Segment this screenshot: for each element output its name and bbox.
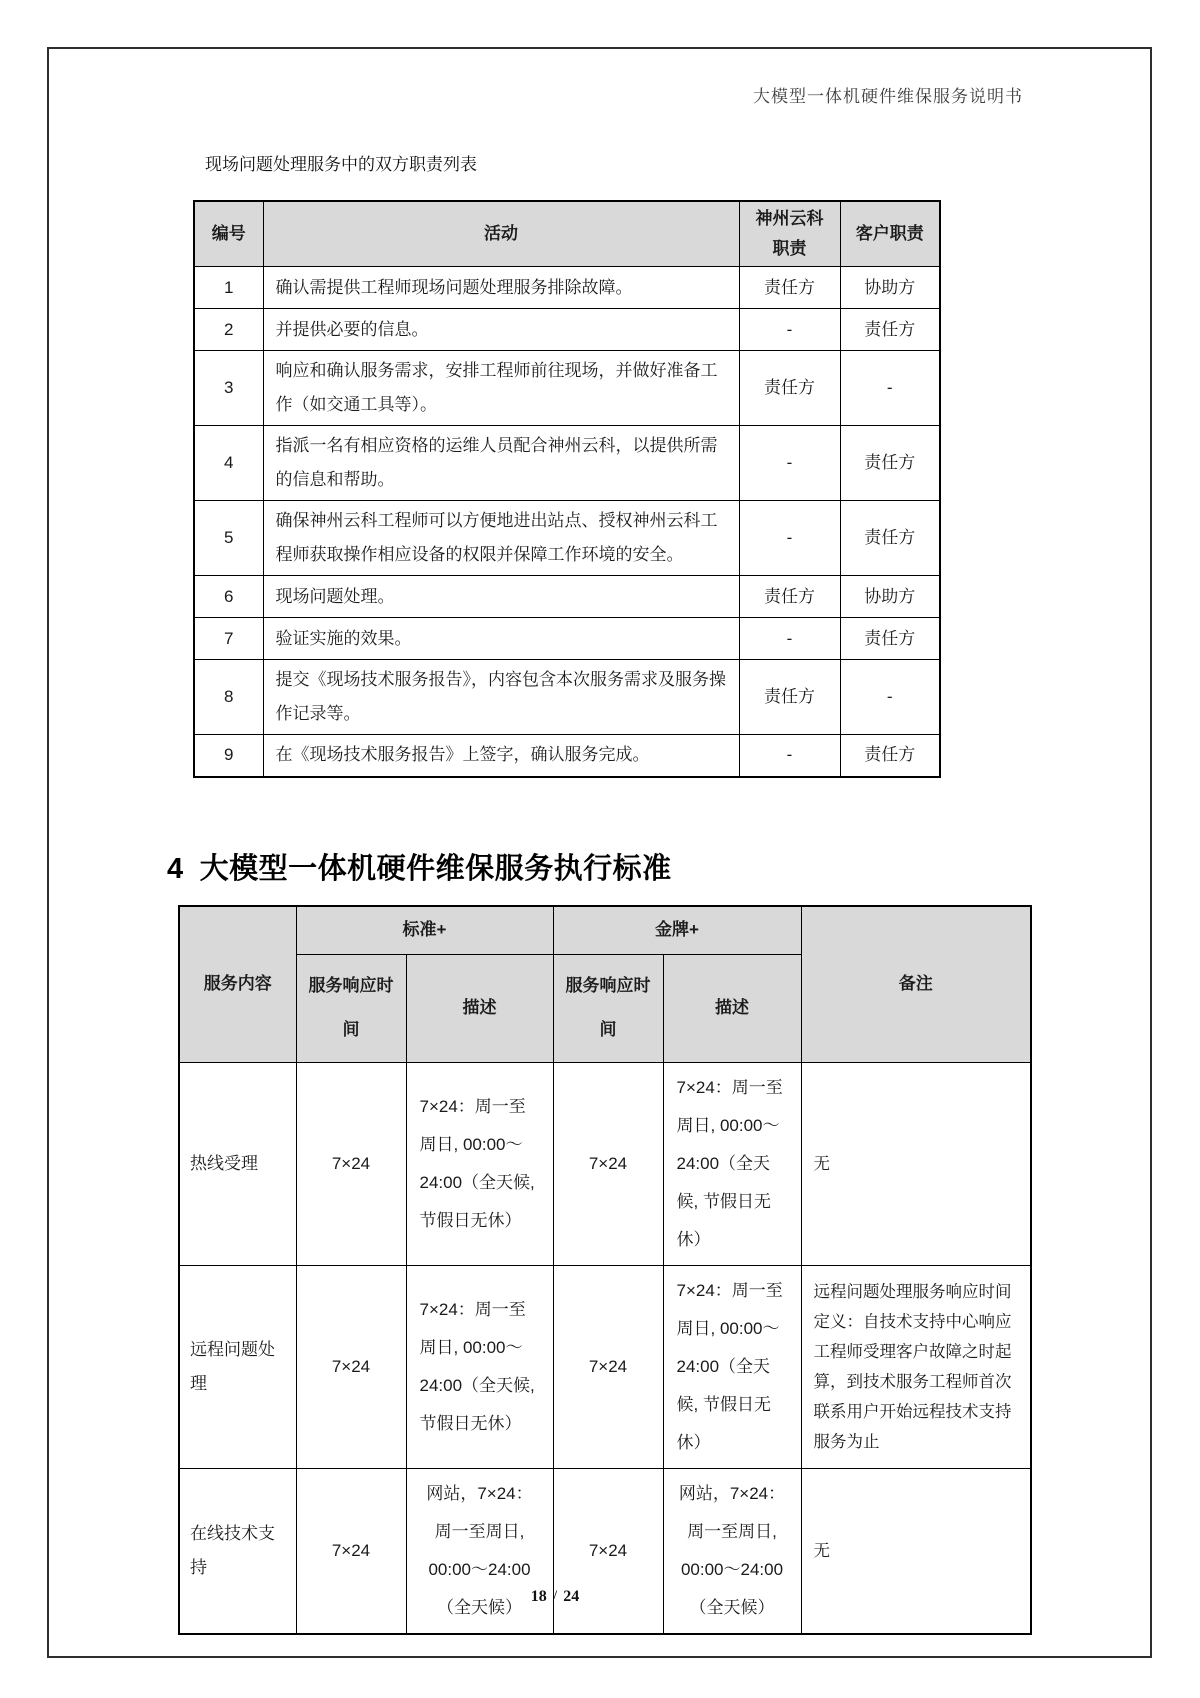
section-number: 4 (167, 853, 184, 885)
dcc-duty-value: 责任方 (739, 576, 840, 618)
customer-duty-value: 协助方 (840, 267, 940, 309)
section-heading (167, 846, 672, 887)
dcc-duty-value: 责任方 (739, 267, 840, 309)
t2-header-gold-plus: 金牌+ (553, 906, 801, 954)
t2-header-gold-description: 描述 (663, 954, 801, 1062)
row-number: 9 (194, 735, 263, 777)
activity-text: 现场问题处理。 (263, 576, 739, 618)
row-number: 3 (194, 351, 263, 426)
customer-duty-value: - (840, 660, 940, 735)
table-row (179, 1265, 1031, 1468)
std-response-time: 7×24 (296, 1062, 406, 1265)
table-row (194, 618, 940, 660)
dcc-duty-value: 责任方 (739, 660, 840, 735)
t1-header-dcc-duty: 神州云科职责 (739, 201, 840, 267)
activity-text: 确保神州云科工程师可以方便地进出站点、授权神州云科工程师获取操作相应设备的权限并保障工作环境的安全。 (263, 501, 739, 576)
t2-header-std-response-time: 服务响应时间 (296, 954, 406, 1062)
std-description: 7×24：周一至周日, 00:00～24:00（全天候, 节假日无休） (406, 1062, 553, 1265)
service-name: 热线受理 (179, 1062, 296, 1265)
t1-header-no: 编号 (194, 201, 263, 267)
table-row (194, 735, 940, 777)
table-row (194, 576, 940, 618)
remark-text: 无 (801, 1468, 1031, 1634)
std-description: 网站，7×24：周一至周日, 00:00～24:00（全天候） (406, 1468, 553, 1634)
t2-header-standard-plus: 标准+ (296, 906, 553, 954)
t1-header-activity: 活动 (263, 201, 739, 267)
gold-description: 7×24：周一至周日, 00:00～24:00（全天候, 节假日无休） (663, 1265, 801, 1468)
gold-response-time: 7×24 (553, 1468, 663, 1634)
std-description: 7×24：周一至周日, 00:00～24:00（全天候, 节假日无休） (406, 1265, 553, 1468)
customer-duty-value: 责任方 (840, 618, 940, 660)
table-row (194, 309, 940, 351)
table-row (194, 351, 940, 426)
t1-header-customer-duty: 客户职责 (840, 201, 940, 267)
customer-duty-value: 责任方 (840, 426, 940, 501)
responsibility-table-header-row (194, 201, 940, 267)
std-response-time: 7×24 (296, 1468, 406, 1634)
t2-header-service-content: 服务内容 (179, 906, 296, 1062)
dcc-duty-value: - (739, 309, 840, 351)
total-page-count: 24 (563, 1588, 580, 1605)
table-row (179, 1468, 1031, 1634)
std-response-time: 7×24 (296, 1265, 406, 1468)
responsibility-table (193, 200, 941, 778)
dcc-duty-value: - (739, 501, 840, 576)
row-number: 1 (194, 267, 263, 309)
service-table-group-header-row (179, 906, 1031, 954)
activity-text: 提交《现场技术服务报告》，内容包含本次服务需求及服务操作记录等。 (263, 660, 739, 735)
gold-response-time: 7×24 (553, 1062, 663, 1265)
activity-text: 在《现场技术服务报告》上签字，确认服务完成。 (263, 735, 739, 777)
table-row (179, 1062, 1031, 1265)
row-number: 8 (194, 660, 263, 735)
service-name: 在线技术支持 (179, 1468, 296, 1634)
current-page-number: 18 (530, 1588, 547, 1605)
service-standard-table (178, 905, 1032, 1635)
dcc-duty-value: 责任方 (739, 351, 840, 426)
activity-text: 指派一名有相应资格的运维人员配合神州云科，以提供所需的信息和帮助。 (263, 426, 739, 501)
t2-header-std-description: 描述 (406, 954, 553, 1062)
activity-text: 确认需提供工程师现场问题处理服务排除故障。 (263, 267, 739, 309)
customer-duty-value: 协助方 (840, 576, 940, 618)
table-row (194, 501, 940, 576)
activity-text: 并提供必要的信息。 (263, 309, 739, 351)
gold-description: 网站，7×24：周一至周日, 00:00～24:00（全天候） (663, 1468, 801, 1634)
section-title: 大模型一体机硬件维保服务执行标准 (199, 853, 672, 885)
row-number: 6 (194, 576, 263, 618)
remark-text: 远程问题处理服务响应时间定义：自技术支持中心响应工程师受理客户故障之时起算，到技术服务工程师首次联系用户开始远程技术支持服务为止 (801, 1265, 1031, 1468)
t2-header-gold-response-time: 服务响应时间 (553, 954, 663, 1062)
t2-header-remark: 备注 (801, 906, 1031, 1062)
table-row (194, 426, 940, 501)
service-name: 远程问题处理 (179, 1265, 296, 1468)
dcc-duty-value: - (739, 426, 840, 501)
page-footer (0, 1588, 1110, 1606)
row-number: 5 (194, 501, 263, 576)
page-number-separator: / (552, 1588, 558, 1605)
dcc-duty-value: - (739, 618, 840, 660)
customer-duty-value: 责任方 (840, 501, 940, 576)
customer-duty-value: - (840, 351, 940, 426)
activity-text: 验证实施的效果。 (263, 618, 739, 660)
dcc-duty-value: - (739, 735, 840, 777)
gold-description: 7×24：周一至周日, 00:00～24:00（全天候, 节假日无休） (663, 1062, 801, 1265)
activity-text: 响应和确认服务需求，安排工程师前往现场，并做好准备工作（如交通工具等）。 (263, 351, 739, 426)
row-number: 4 (194, 426, 263, 501)
remark-text: 无 (801, 1062, 1031, 1265)
gold-response-time: 7×24 (553, 1265, 663, 1468)
table-row (194, 267, 940, 309)
customer-duty-value: 责任方 (840, 735, 940, 777)
document-header-title: 大模型一体机硬件维保服务说明书 (753, 87, 1023, 106)
row-number: 2 (194, 309, 263, 351)
table1-caption: 现场问题处理服务中的双方职责列表 (205, 155, 477, 174)
row-number: 7 (194, 618, 263, 660)
customer-duty-value: 责任方 (840, 309, 940, 351)
table-row (194, 660, 940, 735)
